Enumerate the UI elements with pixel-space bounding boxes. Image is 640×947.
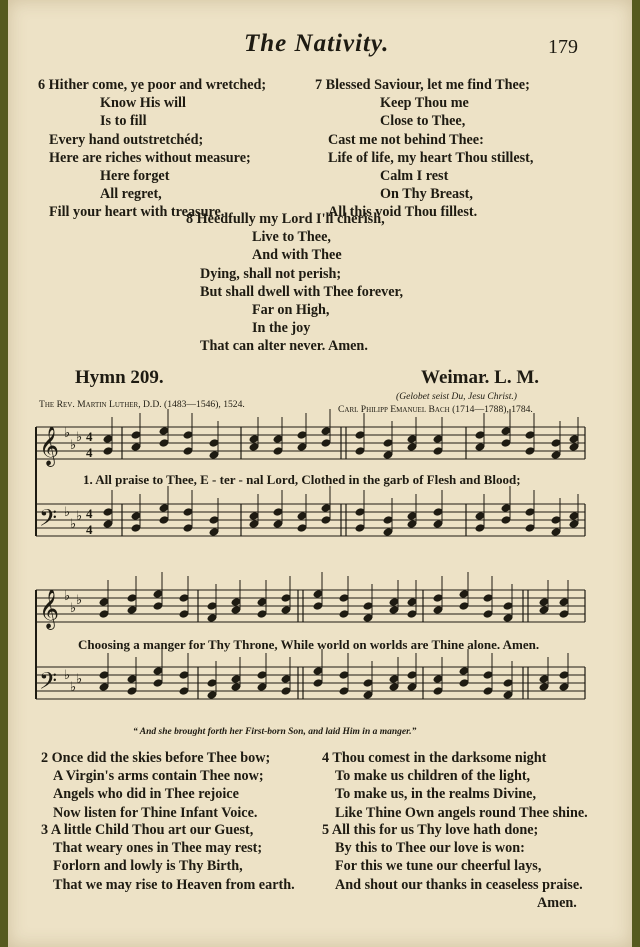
svg-text:♭: ♭: [64, 426, 71, 441]
verse-line: Close to Thee,: [380, 113, 466, 130]
verse-line: 6 Hither come, ye poor and wretched;: [38, 77, 267, 93]
verse-line: 5 All this for us Thy love hath done;: [322, 822, 539, 838]
verse-line: Fill your heart with treasure.: [49, 204, 225, 221]
verse-line: Cast me not behind Thee:: [328, 131, 484, 148]
svg-text:♭: ♭: [76, 509, 83, 524]
svg-text:𝄢: 𝄢: [39, 667, 58, 700]
verse-line: Far on High,: [252, 302, 330, 319]
hymnal-page: [8, 0, 632, 947]
verse-line: Here are riches without measure;: [49, 149, 251, 166]
svg-text:4: 4: [86, 522, 93, 537]
verse-line: To make us children of the light,: [335, 768, 531, 785]
verse-line: On Thy Breast,: [380, 186, 473, 203]
verse-line: And shout our thanks in ceaseless praise.: [335, 876, 583, 893]
hymn-number: Hymn 209.: [75, 367, 164, 388]
svg-text:4: 4: [86, 445, 93, 460]
svg-text:♭: ♭: [70, 680, 77, 695]
svg-text:♭: ♭: [64, 589, 71, 604]
music-score-system-1: [8, 415, 632, 565]
verse-line: 2 Once did the skies before Thee bow;: [41, 750, 271, 766]
svg-text:♭: ♭: [76, 672, 83, 687]
verse-line: And with Thee: [252, 247, 342, 264]
svg-text:♭: ♭: [70, 438, 77, 453]
verse-line: That can alter never. Amen.: [200, 338, 368, 355]
svg-text:♭: ♭: [64, 505, 71, 520]
verse-line: Is to fill: [100, 113, 147, 130]
verse-line: 8 Heedfully my Lord I'll cherish,: [186, 211, 385, 227]
music-score-system-2: [8, 578, 632, 728]
lyric-line-1: 1. All praise to Thee, E - ter - nal Lord, Clothed in the garb of Flesh and Blood;: [83, 472, 521, 487]
composer-credit: Carl Philipp Emanuel Bach (1714—1788), 1784.: [338, 404, 533, 415]
scripture-quote: “ And she brought forth her First-born Son, and laid Him in a manger.”: [133, 727, 417, 737]
svg-text:4: 4: [86, 506, 93, 521]
verse-line: To make us, in the realms Divine,: [335, 786, 537, 803]
verse-line: Amen.: [537, 894, 577, 911]
svg-text:𝄞: 𝄞: [39, 426, 60, 466]
svg-text:♭: ♭: [70, 517, 77, 532]
tune-source: (Gelobet seist Du, Jesu Christ.): [396, 391, 517, 402]
verse-8: [186, 210, 403, 356]
verse-line: For this we tune our cheerful lays,: [335, 858, 542, 875]
verse-line: Every hand outstretchéd;: [49, 131, 204, 148]
verse-line: Like Thine Own angels round Thee shine.: [335, 804, 588, 821]
verse-line: All this void Thou fillest.: [328, 204, 478, 221]
verse-line: That we may rise to Heaven from earth.: [53, 876, 295, 893]
verse-line: Live to Thee,: [252, 229, 331, 246]
verse-4: [322, 749, 588, 822]
verse-7: [315, 76, 533, 222]
verse-3: [41, 821, 295, 894]
verse-5: [322, 821, 583, 912]
verse-line: Angels who did in Thee rejoice: [53, 786, 239, 803]
verse-6: [38, 76, 266, 222]
svg-text:♭: ♭: [76, 593, 83, 608]
svg-text:♭: ♭: [70, 601, 77, 616]
verse-line: 3 A little Child Thou art our Guest,: [41, 822, 254, 838]
verse-line: 7 Blessed Saviour, let me find Thee;: [315, 77, 530, 93]
verse-line: All regret,: [100, 186, 162, 203]
verse-line: In the joy: [252, 320, 311, 337]
svg-text:𝄢: 𝄢: [39, 504, 58, 537]
svg-text:𝄞: 𝄞: [39, 589, 60, 629]
verse-2: [41, 749, 270, 822]
verse-line: Know His will: [100, 95, 186, 112]
verse-line: A Virgin's arms contain Thee now;: [53, 768, 264, 785]
verse-line: Here forget: [100, 168, 170, 185]
verse-line: Calm I rest: [380, 168, 449, 185]
svg-text:4: 4: [86, 429, 93, 444]
lyric-line-2: Choosing a manger for Thy Throne, While world on worlds are Thine alone. Amen.: [78, 637, 540, 652]
verse-line: 4 Thou comest in the darksome night: [322, 750, 547, 766]
verse-line: But shall dwell with Thee forever,: [200, 283, 404, 300]
page-number: 179: [548, 36, 578, 58]
author-credit: The Rev. Martin Luther, D.D. (1483—1546), 1524.: [39, 399, 245, 410]
verse-line: By this to Thee our love is won:: [335, 840, 525, 857]
svg-text:♭: ♭: [76, 430, 83, 445]
verse-line: That weary ones in Thee may rest;: [53, 840, 263, 857]
tune-name: Weimar. L. M.: [421, 367, 540, 388]
verse-line: Keep Thou me: [380, 95, 469, 112]
svg-text:♭: ♭: [64, 668, 71, 683]
verse-line: Dying, shall not perish;: [200, 265, 342, 282]
verse-line: Now listen for Thine Infant Voice.: [53, 804, 258, 821]
verse-line: Forlorn and lowly is Thy Birth,: [53, 858, 243, 875]
verse-line: Life of life, my heart Thou stillest,: [328, 149, 534, 166]
page-title: The Nativity.: [244, 30, 390, 57]
